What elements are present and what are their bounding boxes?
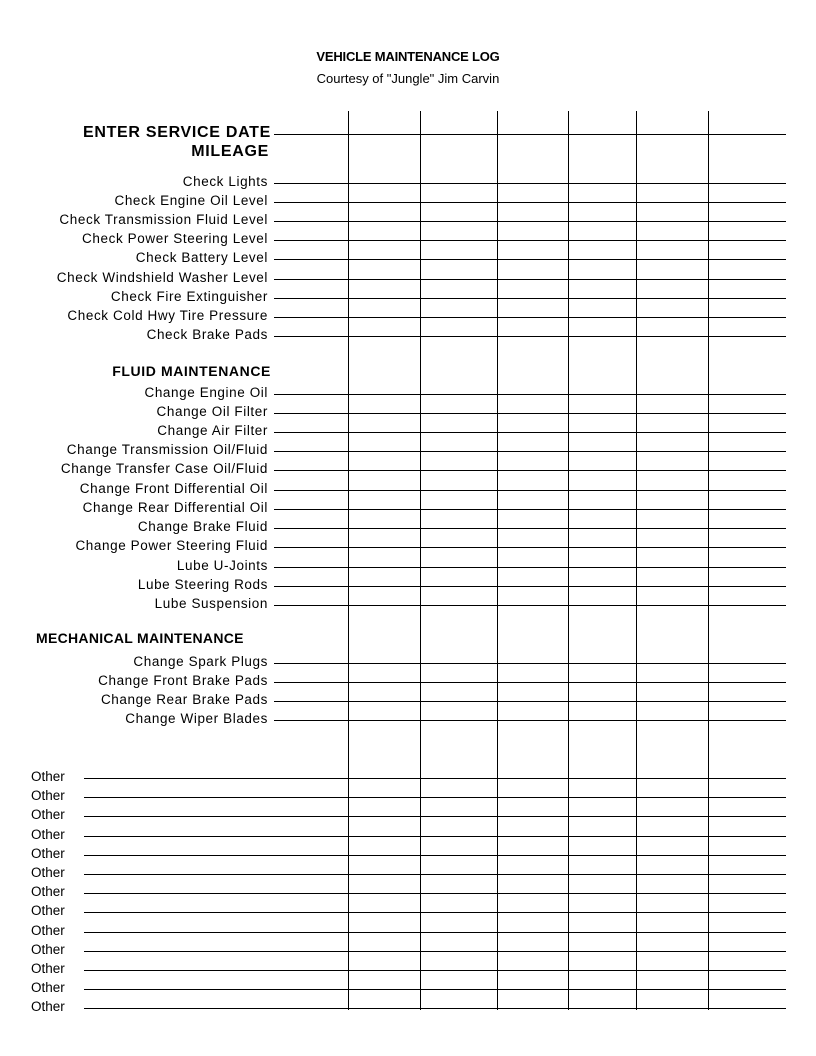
mechanical-item-label: Change Rear Brake Pads xyxy=(100,692,268,707)
service-date-heading: ENTER SERVICE DATE xyxy=(82,124,271,141)
other-row-label: Other xyxy=(31,884,65,899)
fluid-item-label: Change Oil Filter xyxy=(156,404,268,419)
document-title: VEHICLE MAINTENANCE LOG xyxy=(316,49,500,64)
other-row-label: Other xyxy=(31,769,65,784)
inspection-row-line[interactable] xyxy=(274,202,786,203)
fluid-row-line[interactable] xyxy=(274,528,786,529)
fluid-row-line[interactable] xyxy=(274,567,786,568)
mileage-heading: MILEAGE xyxy=(191,143,269,160)
inspection-row-line[interactable] xyxy=(274,298,786,299)
other-row-label: Other xyxy=(31,942,65,957)
mechanical-item-label: Change Wiper Blades xyxy=(125,711,268,726)
other-row-line[interactable] xyxy=(84,874,786,875)
inspection-item-label: Check Brake Pads xyxy=(146,327,268,342)
mechanical-item-label: Change Spark Plugs xyxy=(133,654,268,669)
mechanical-row-line[interactable] xyxy=(274,682,786,683)
fluid-item-label: Change Brake Fluid xyxy=(137,519,268,534)
fluid-row-line[interactable] xyxy=(274,605,786,606)
inspection-item-label: Check Engine Oil Level xyxy=(114,193,268,208)
other-row-label: Other xyxy=(31,923,65,938)
column-divider xyxy=(568,111,569,1010)
fluid-section-heading: FLUID MAINTENANCE xyxy=(112,363,271,379)
fluid-item-label: Change Front Differential Oil xyxy=(79,481,268,496)
other-row-line[interactable] xyxy=(84,778,786,779)
fluid-item-label: Change Power Steering Fluid xyxy=(75,538,268,553)
fluid-item-label: Change Transfer Case Oil/Fluid xyxy=(60,461,268,476)
mechanical-section-heading: MECHANICAL MAINTENANCE xyxy=(36,630,244,646)
inspection-item-label: Check Battery Level xyxy=(135,250,268,265)
mechanical-item-label: Change Front Brake Pads xyxy=(98,673,268,688)
other-row-label: Other xyxy=(31,903,65,918)
other-row-line[interactable] xyxy=(84,893,786,894)
fluid-row-line[interactable] xyxy=(274,586,786,587)
other-row-label: Other xyxy=(31,961,65,976)
other-row-label: Other xyxy=(31,846,65,861)
inspection-item-label: Check Lights xyxy=(182,174,268,189)
inspection-item-label: Check Transmission Fluid Level xyxy=(59,212,268,227)
fluid-item-label: Lube Suspension xyxy=(154,596,268,611)
mechanical-row-line[interactable] xyxy=(274,663,786,664)
other-row-line[interactable] xyxy=(84,951,786,952)
fluid-row-line[interactable] xyxy=(274,451,786,452)
column-divider xyxy=(348,111,349,1010)
fluid-item-label: Change Transmission Oil/Fluid xyxy=(66,442,268,457)
fluid-row-line[interactable] xyxy=(274,394,786,395)
column-divider xyxy=(420,111,421,1010)
column-divider xyxy=(708,111,709,1010)
other-row-label: Other xyxy=(31,827,65,842)
other-row-label: Other xyxy=(31,788,65,803)
other-row-label: Other xyxy=(31,999,65,1014)
fluid-row-line[interactable] xyxy=(274,547,786,548)
fluid-row-line[interactable] xyxy=(274,490,786,491)
column-divider xyxy=(636,111,637,1010)
column-divider xyxy=(497,111,498,1010)
other-row-line[interactable] xyxy=(84,912,786,913)
fluid-row-line[interactable] xyxy=(274,509,786,510)
inspection-row-line[interactable] xyxy=(274,240,786,241)
other-row-line[interactable] xyxy=(84,1008,786,1009)
inspection-row-line[interactable] xyxy=(274,183,786,184)
inspection-row-line[interactable] xyxy=(274,336,786,337)
other-row-line[interactable] xyxy=(84,797,786,798)
inspection-item-label: Check Fire Extinguisher xyxy=(110,289,268,304)
fluid-item-label: Lube Steering Rods xyxy=(137,577,268,592)
other-row-line[interactable] xyxy=(84,816,786,817)
other-row-line[interactable] xyxy=(84,855,786,856)
other-row-line[interactable] xyxy=(84,836,786,837)
other-row-line[interactable] xyxy=(84,989,786,990)
inspection-item-label: Check Cold Hwy Tire Pressure xyxy=(67,308,268,323)
inspection-row-line[interactable] xyxy=(274,279,786,280)
inspection-item-label: Check Windshield Washer Level xyxy=(56,270,268,285)
inspection-row-line[interactable] xyxy=(274,221,786,222)
mechanical-row-line[interactable] xyxy=(274,701,786,702)
other-row-label: Other xyxy=(31,865,65,880)
other-row-line[interactable] xyxy=(84,932,786,933)
document-subtitle: Courtesy of "Jungle" Jim Carvin xyxy=(316,71,500,86)
other-row-line[interactable] xyxy=(84,970,786,971)
fluid-row-line[interactable] xyxy=(274,470,786,471)
fluid-row-line[interactable] xyxy=(274,432,786,433)
fluid-item-label: Change Rear Differential Oil xyxy=(82,500,268,515)
inspection-item-label: Check Power Steering Level xyxy=(82,231,268,246)
fluid-row-line[interactable] xyxy=(274,413,786,414)
mechanical-row-line[interactable] xyxy=(274,720,786,721)
fluid-item-label: Change Air Filter xyxy=(157,423,268,438)
inspection-row-line[interactable] xyxy=(274,317,786,318)
fluid-item-label: Change Engine Oil xyxy=(144,385,268,400)
other-row-label: Other xyxy=(31,980,65,995)
other-row-label: Other xyxy=(31,807,65,822)
inspection-row-line[interactable] xyxy=(274,259,786,260)
fluid-item-label: Lube U-Joints xyxy=(176,558,268,573)
service-date-entry-line[interactable] xyxy=(274,134,786,135)
